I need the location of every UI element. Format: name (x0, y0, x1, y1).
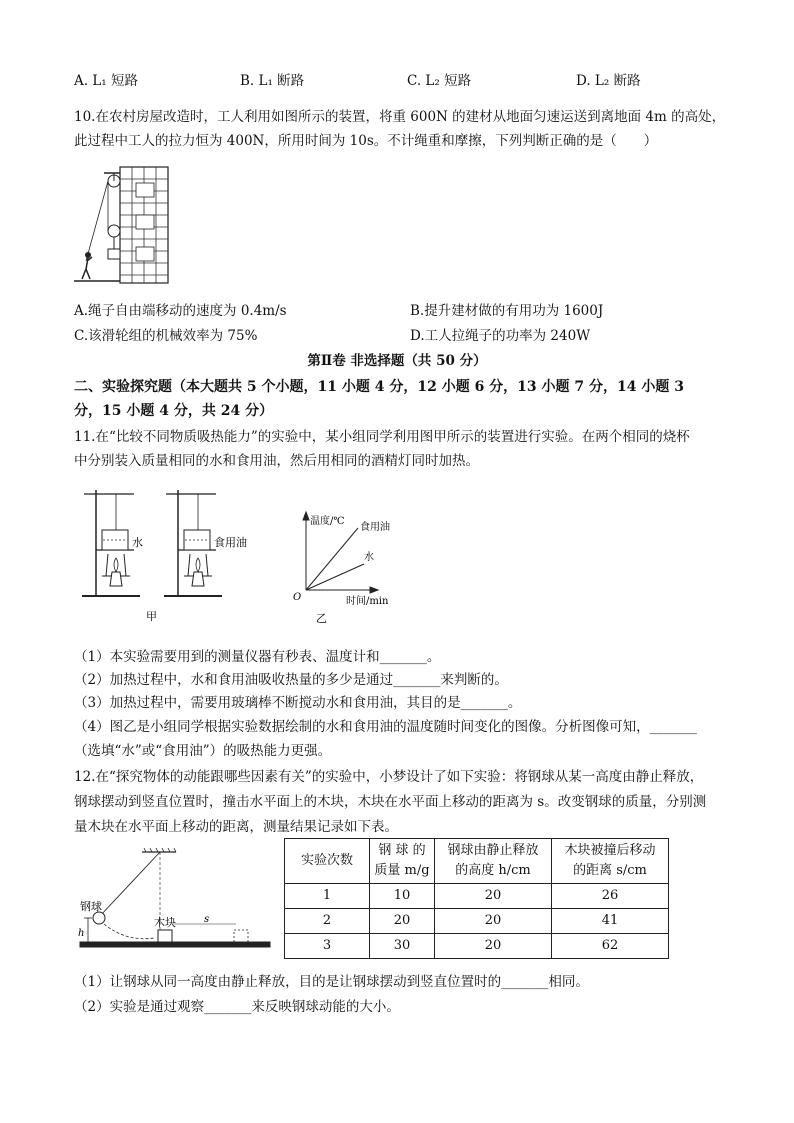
q10-option-c: C.该滑轮组的机械效率为 75% (74, 328, 258, 344)
table-row: 2 20 20 41 (285, 909, 669, 934)
label-block: 木块 (154, 916, 176, 929)
q11-temperature-time-graph (290, 508, 410, 628)
graph-origin: O (293, 592, 302, 603)
q11-sub2: （2）加热过程中，水和食用油吸收热量的多少是通过_______来判断的。 (74, 672, 508, 688)
q11-sub3: （3）加热过程中，需要用玻璃棒不断搅动水和食用油，其目的是_______。 (74, 695, 522, 711)
part2-heading-line2: 分，15 小题 4 分，共 24 分） (74, 403, 274, 419)
q9-option-a: A. L₁ 短路 (74, 73, 138, 89)
q11-sub4-line2: （选填“水”或“食用油”）的吸热能力更强。 (74, 743, 332, 759)
q10-option-b: B.提升建材做的有用功为 1600J (410, 303, 604, 319)
table-header-cell: 木块被撞后移动 的距离 s/cm (552, 839, 669, 884)
q12-results-table (284, 838, 669, 959)
label-oil: 食用油 (214, 536, 247, 549)
q12-sub2: （2）实验是通过观察_______来反映钢球动能的大小。 (74, 999, 400, 1015)
q10-option-d: D.工人拉绳子的功率为 240W (410, 328, 591, 344)
q10-pulley-building-figure (74, 165, 184, 287)
table-header-cell: 钢球由静止释放 的高度 h/cm (435, 839, 552, 884)
q12-stem-line1: 12.在“探究物体的动能跟哪些因素有关”的实验中，小梦设计了如下实验：将钢球从某一高度由静止释放， (74, 769, 704, 785)
q12-pendulum-figure (76, 846, 276, 952)
label-ball: 钢球 (80, 900, 102, 913)
q12-stem-line3: 量木块在水平面上移动的距离，测量结果记录如下表。 (74, 819, 398, 835)
caption-jia: 甲 (146, 610, 157, 623)
table-header-cell: 实验次数 (285, 839, 370, 884)
table-header-cell: 钢 球 的 质量 m/g (370, 839, 435, 884)
label-water: 水 (132, 536, 143, 549)
q9-option-b: B. L₁ 断路 (240, 73, 305, 89)
q10-stem-line1: 10.在农村房屋改造时，工人利用如图所示的装置，将重 600N 的建材从地面匀速运送到离地面 4m 的高处， (74, 109, 726, 125)
label-h: h (78, 928, 85, 939)
q10-stem-line2: 此过程中工人的拉力恒为 400N，所用时间为 10s。不计绳重和摩擦，下列判断正确的是（ ） (74, 133, 658, 149)
q10-option-a: A.绳子自由端移动的速度为 0.4m/s (74, 303, 287, 319)
q12-stem-line2: 钢球摆动到竖直位置时，撞击水平面上的木块，木块在水平面上移动的距离为 s。改变钢球的质量，分别测 (74, 794, 707, 810)
q11-sub1: （1）本实验需要用到的测量仪器有秒表、温度计和_______。 (74, 649, 441, 665)
table-header-row (285, 839, 669, 884)
table-row: 3 30 20 62 (285, 934, 669, 959)
table-row: 1 10 20 26 (285, 884, 669, 909)
caption-yi: 乙 (316, 612, 327, 625)
q11-heating-apparatus-figure (74, 484, 274, 624)
graph-line-water-label: 水 (364, 552, 374, 563)
q12-sub1: （1）让钢球从同一高度由静止释放，目的是让钢球摆动到竖直位置时的_______相同。 (74, 974, 589, 990)
graph-ylabel: 温度/℃ (310, 516, 345, 527)
part2-heading-line1: 二、实验探究题（本大题共 5 个小题，11 小题 4 分，12 小题 6 分，13 小题 7 分，14 小题 3 (74, 379, 684, 395)
q11-sub4-line1: （4）图乙是小组同学根据实验数据绘制的水和食用油的温度随时间变化的图像。分析图像可知，_______ (74, 719, 697, 735)
section-title: 第Ⅱ卷 非选择题（共 50 分） (307, 353, 487, 369)
q11-stem-line2: 中分别装入质量相同的水和食用油，然后用相同的酒精灯同时加热。 (74, 453, 479, 469)
q11-stem-line1: 11.在“比较不同物质吸热能力”的实验中，某小组同学利用图甲所示的装置进行实验。在两个相同的烧杯 (74, 429, 690, 445)
graph-line-oil-label: 食用油 (360, 522, 390, 533)
graph-xlabel: 时间/min (346, 596, 389, 607)
q9-option-d: D. L₂ 断路 (576, 73, 641, 89)
q9-option-c: C. L₂ 短路 (407, 73, 472, 89)
label-s: s (204, 914, 210, 925)
